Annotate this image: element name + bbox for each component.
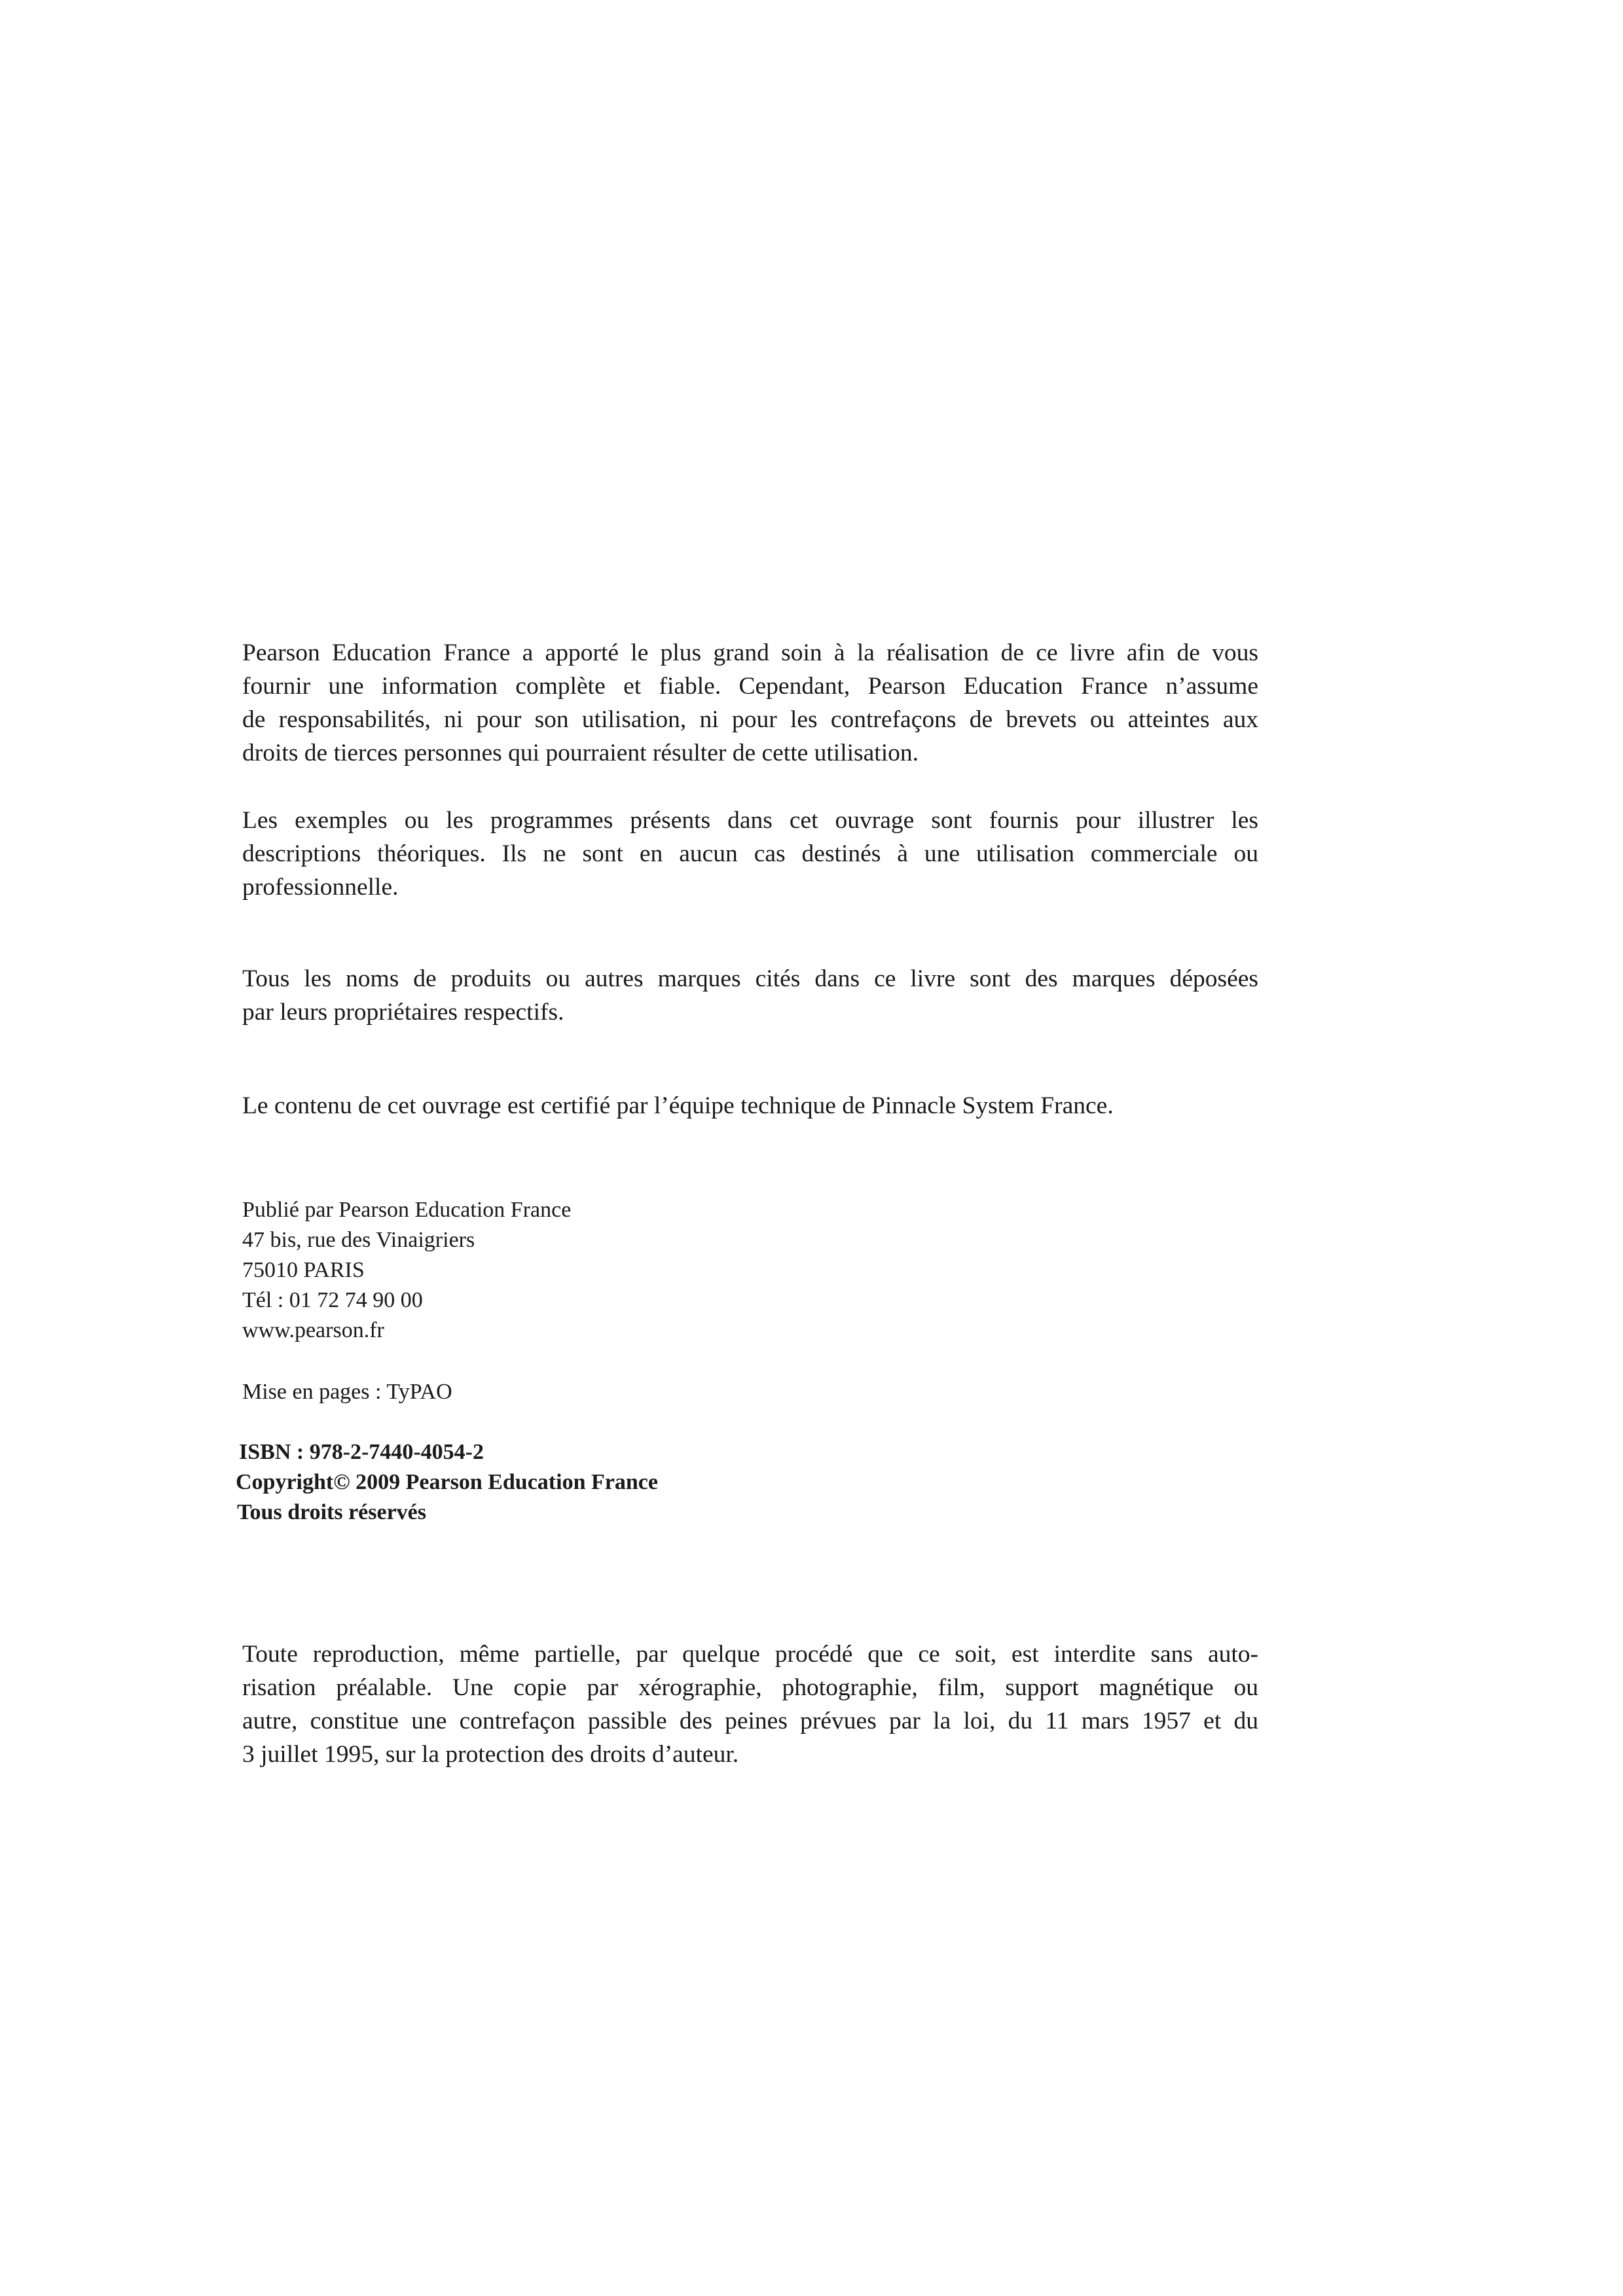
reproduction-line: Toute reproduction, même partielle, par quelque procédé que ce soit, est interdite sans auto- bbox=[242, 1641, 1258, 1668]
publisher-website: www.pearson.fr bbox=[242, 1318, 384, 1342]
copyright-notice: Copyright© 2009 Pearson Education France bbox=[236, 1470, 658, 1494]
examples-line: Les exemples ou les programmes présents dans cet ouvrage sont fournis pour illustrer les bbox=[242, 807, 1258, 834]
trademarks-line: par leurs propriétaires respectifs. bbox=[242, 999, 564, 1026]
reproduction-line: 3 juillet 1995, sur la protection des droits d’auteur. bbox=[242, 1741, 739, 1768]
disclaimer-line: fournir une information complète et fiable. Cependant, Pearson Education France n’assume bbox=[242, 673, 1258, 700]
examples-line: professionnelle. bbox=[242, 874, 399, 901]
isbn: ISBN : 978-2-7440-4054-2 bbox=[239, 1440, 484, 1464]
publisher-city: 75010 PARIS bbox=[242, 1258, 365, 1282]
publisher-phone: Tél : 01 72 74 90 00 bbox=[242, 1288, 423, 1312]
publisher-address bbox=[242, 1195, 1258, 1346]
reproduction-paragraph bbox=[242, 1638, 1258, 1771]
certification-paragraph bbox=[242, 1089, 1258, 1122]
disclaimer-line: de responsabilités, ni pour son utilisation, ni pour les contrefaçons de brevets ou atteintes aux bbox=[242, 706, 1258, 733]
rights-block bbox=[236, 1437, 1255, 1528]
reproduction-line: autre, constitue une contrefaçon passible des peines prévues par la loi, du 11 mars 1957 et du bbox=[242, 1708, 1258, 1734]
examples-line: descriptions théoriques. Ils ne sont en aucun cas destinés à une utilisation commerciale ou bbox=[242, 840, 1258, 867]
publisher-street: 47 bis, rue des Vinaigriers bbox=[242, 1228, 475, 1252]
disclaimer-paragraph bbox=[242, 636, 1258, 770]
trademarks-line: Tous les noms de produits ou autres marques cités dans ce livre sont des marques déposées bbox=[242, 965, 1258, 992]
disclaimer-line: droits de tierces personnes qui pourraient résulter de cette utilisation. bbox=[242, 740, 919, 766]
publisher-name: Publié par Pearson Education France bbox=[242, 1198, 572, 1222]
examples-paragraph bbox=[242, 804, 1258, 904]
disclaimer-line: Pearson Education France a apporté le plus grand soin à la réalisation de ce livre afin de vous bbox=[242, 639, 1258, 666]
trademarks-paragraph bbox=[242, 962, 1258, 1029]
layout-credit bbox=[242, 1377, 1258, 1407]
reproduction-line: risation préalable. Une copie par xérographie, photographie, film, support magnétique ou bbox=[242, 1674, 1258, 1701]
layout-credit-text: Mise en pages : TyPAO bbox=[242, 1380, 452, 1404]
certification-line: Le contenu de cet ouvrage est certifié par l’équipe technique de Pinnacle System France. bbox=[242, 1092, 1114, 1119]
rights-reserved: Tous droits réservés bbox=[237, 1500, 426, 1524]
